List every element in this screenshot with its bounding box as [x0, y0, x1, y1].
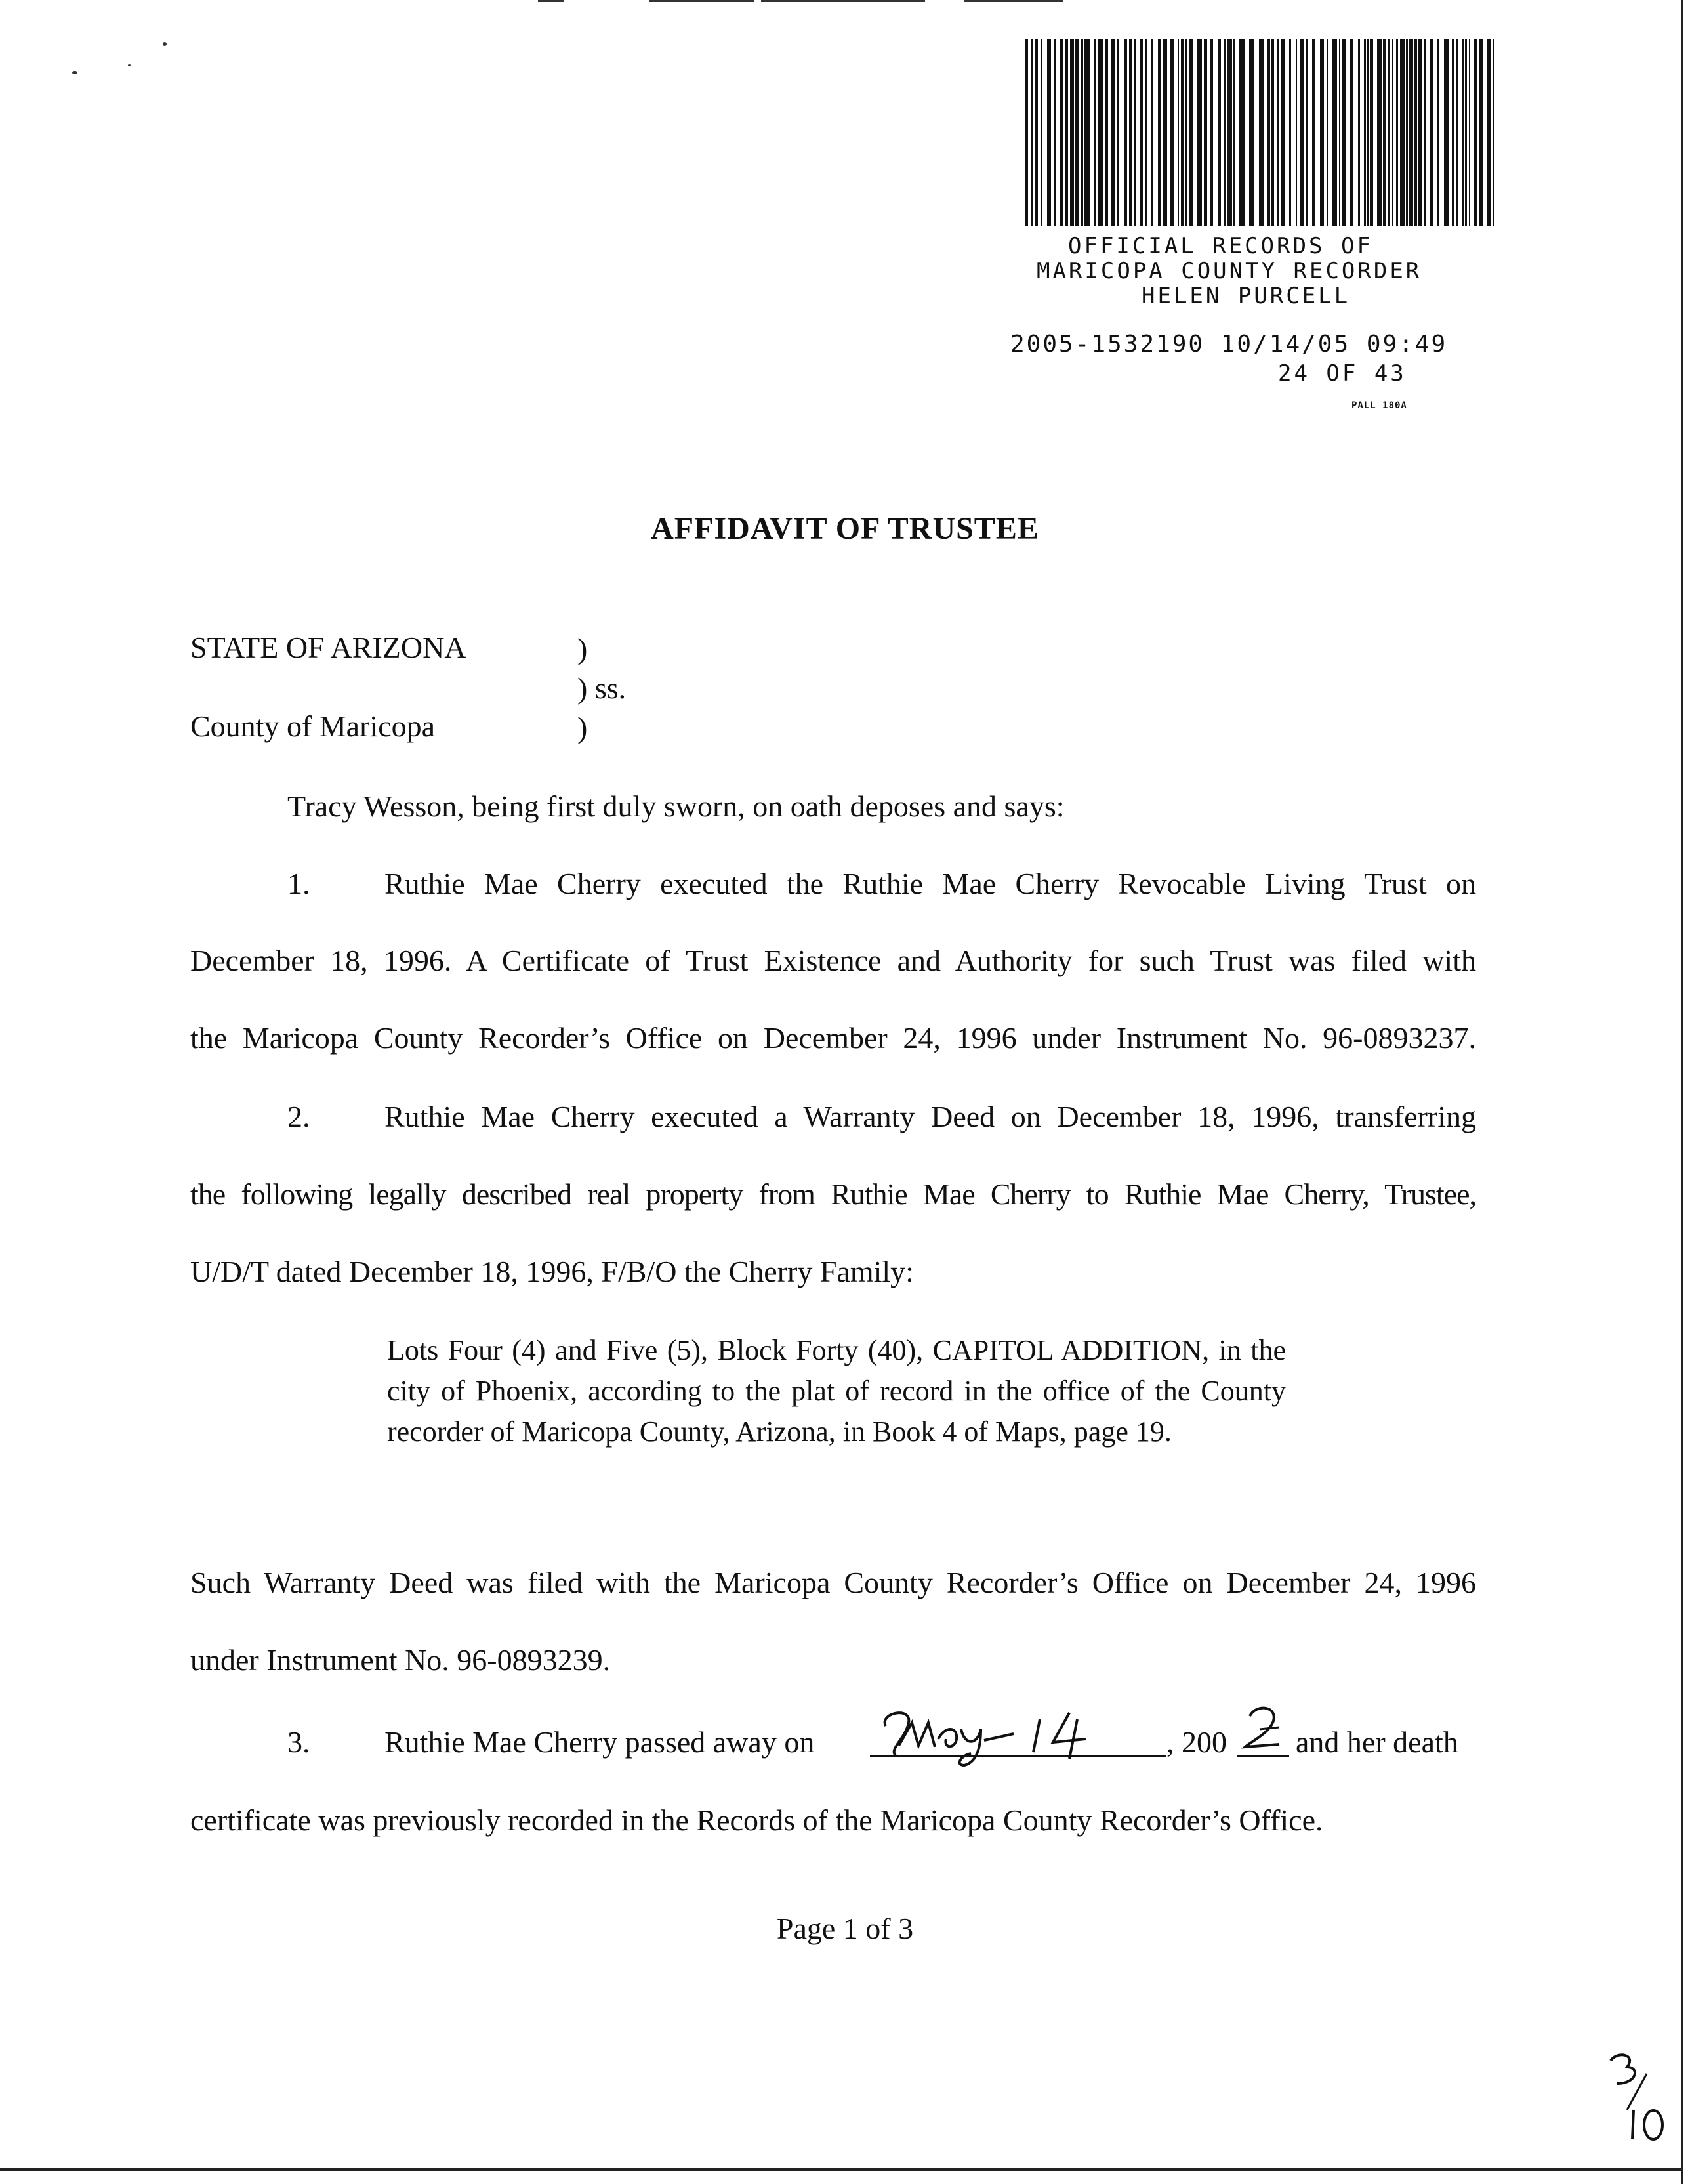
handwritten-death-date [873, 1700, 1168, 1772]
barcode-bar [1054, 39, 1056, 226]
page-number: Page 1 of 3 [776, 1912, 914, 1945]
barcode-bar [1041, 39, 1042, 226]
barcode-bar [1430, 39, 1433, 226]
scan-speck [72, 71, 77, 74]
stamp-page-count: 24 OF 43 [1278, 360, 1407, 387]
barcode [1025, 39, 1496, 226]
barcode-bar [1025, 39, 1028, 226]
barcode-bar [1105, 39, 1108, 226]
barcode-bar [1306, 39, 1308, 226]
barcode-bar [1320, 39, 1324, 226]
barcode-bar [1233, 39, 1235, 226]
barcode-bar [1178, 39, 1179, 226]
para2-filed-line1: Such Warranty Deed was filed with the Maricopa County Recorder’s Office on December 24, 1996 [190, 1566, 1476, 1599]
venue-state: STATE OF ARIZONA [190, 631, 466, 664]
barcode-bar [1163, 39, 1167, 226]
barcode-bar [1224, 39, 1226, 226]
stamp-code: PALL 180A [1351, 400, 1407, 411]
barcode-bar [1281, 39, 1285, 226]
para3-line2: certificate was previously recorded in the Records of the Maricopa County Recorder’s Office. [190, 1803, 1323, 1837]
para2-line2: the following legally described real property from Ruthie Mae Cherry to Ruthie Mae Cherry, Trustee, [190, 1177, 1476, 1211]
barcode-bar [1277, 39, 1279, 226]
barcode-bar [1158, 39, 1161, 226]
scan-speck [163, 42, 167, 46]
stamp-line-recorder-name: HELEN PURCELL [1142, 283, 1351, 309]
page-edge-bottom [0, 2168, 1683, 2171]
barcode-bar [1462, 39, 1464, 226]
barcode-bar [1409, 39, 1413, 226]
barcode-bar [1081, 39, 1083, 226]
barcode-bar [1129, 39, 1132, 226]
barcode-bar [1271, 39, 1274, 226]
para2-line1: Ruthie Mae Cherry executed a Warranty Deed on December 18, 1996, transferring [384, 1100, 1476, 1133]
barcode-bar [1289, 39, 1291, 226]
para3-number: 3. [287, 1725, 310, 1759]
barcode-bar [1047, 39, 1051, 226]
para2-number: 2. [287, 1100, 310, 1133]
barcode-bar [1388, 39, 1390, 226]
barcode-bar [1296, 39, 1297, 226]
barcode-bar [1444, 39, 1449, 226]
barcode-bar [1383, 39, 1386, 226]
barcode-bar [1300, 39, 1304, 226]
document-title: AFFIDAVIT OF TRUSTEE [651, 511, 1039, 546]
barcode-bar [1111, 39, 1115, 226]
barcode-bar [1342, 39, 1346, 226]
barcode-bar [1414, 39, 1417, 226]
handwritten-page-fraction [1601, 2048, 1673, 2146]
barcode-bar [1145, 39, 1147, 226]
para1-number: 1. [287, 867, 310, 900]
barcode-bar [1350, 39, 1353, 226]
handwritten-date-signature [873, 1700, 1168, 1772]
barcode-bar [1140, 39, 1143, 226]
barcode-bar [1370, 39, 1373, 226]
barcode-bar [1400, 39, 1405, 226]
stamp-line-official-records: OFFICIAL RECORDS OF [1068, 233, 1373, 259]
scan-speck [128, 64, 131, 66]
barcode-bar [1312, 39, 1315, 226]
barcode-bar [1189, 39, 1193, 226]
barcode-bar [1098, 39, 1103, 226]
barcode-bar [1259, 39, 1264, 226]
barcode-bar [1185, 39, 1187, 226]
barcode-bar [1227, 39, 1232, 226]
para3-text-after: and her death [1296, 1725, 1458, 1759]
barcode-bar [1181, 39, 1184, 226]
barcode-bar [1070, 39, 1074, 226]
barcode-bar [1493, 39, 1494, 226]
handwritten-death-year [1233, 1700, 1292, 1752]
para2-filed-line2: under Instrument No. 96-0893239. [190, 1643, 611, 1677]
barcode-bar [1117, 39, 1119, 226]
barcode-bar [1406, 39, 1408, 226]
barcode-bar [1094, 39, 1096, 226]
barcode-bar [1465, 39, 1467, 226]
barcode-bar [1134, 39, 1136, 226]
barcode-bar [1474, 39, 1477, 226]
barcode-bar [1364, 39, 1366, 226]
legal-description: Lots Four (4) and Five (5), Block Forty (40), CAPITOL ADDITION, in the city of Phoenix, according to the plat of record in the office of the County recorder of Maricopa County, Arizona, in Book 4 of Maps, page 19. [387, 1334, 1286, 1448]
barcode-bar [1035, 39, 1038, 226]
barcode-bar [1332, 39, 1337, 226]
barcode-bar [1065, 39, 1068, 226]
stamp-record-number: 2005-1532190 10/14/05 09:49 [1010, 331, 1448, 358]
page-edge-right [1681, 0, 1683, 2184]
para2-line3: U/D/T dated December 18, 1996, F/B/O the Cherry Family: [190, 1255, 914, 1288]
venue-paren-bottom: ) [577, 711, 588, 744]
barcode-bar [1339, 39, 1340, 226]
barcode-bar [1170, 39, 1174, 226]
venue-paren-ss: ) ss. [577, 671, 627, 705]
barcode-bar [1060, 39, 1063, 226]
barcode-bar [1452, 39, 1454, 226]
barcode-bar [1239, 39, 1245, 226]
barcode-bar [1377, 39, 1382, 226]
intro-statement: Tracy Wesson, being first duly sworn, on oath deposes and says: [287, 789, 1065, 823]
barcode-bar [1031, 39, 1033, 226]
barcode-bar [1218, 39, 1221, 226]
barcode-bar [1358, 39, 1360, 226]
barcode-bar [1487, 39, 1491, 226]
barcode-bar [1204, 39, 1207, 226]
venue-paren-top: ) [577, 632, 588, 665]
handwritten-year-digit [1233, 1700, 1292, 1752]
barcode-bar [1075, 39, 1079, 226]
barcode-bar [1151, 39, 1153, 226]
venue-county: County of Maricopa [190, 709, 436, 743]
barcode-bar [1479, 39, 1483, 226]
barcode-bar [1124, 39, 1127, 226]
barcode-bar [1469, 39, 1470, 226]
barcode-bar [1267, 39, 1270, 226]
barcode-bar [1327, 39, 1328, 226]
para3-text-before: Ruthie Mae Cherry passed away on [384, 1725, 815, 1759]
para1-line2: December 18, 1996. A Certificate of Trust Existence and Authority for such Trust was filed with [190, 944, 1476, 977]
para1-line1: Ruthie Mae Cherry executed the Ruthie Mae Cherry Revocable Living Trust on [384, 867, 1476, 900]
para1-line3: the Maricopa County Recorder’s Office on December 24, 1996 under Instrument No. 96-0893237. [190, 1021, 1476, 1055]
para3-year-prefix: , 200 [1166, 1725, 1227, 1759]
barcode-bar [1197, 39, 1202, 226]
barcode-bar [1392, 39, 1393, 226]
barcode-bar [1396, 39, 1398, 226]
recorder-stamp [1010, 33, 1509, 427]
barcode-bar [1249, 39, 1254, 226]
barcode-bar [1424, 39, 1426, 226]
barcode-bar [1210, 39, 1213, 226]
barcode-bar [1456, 39, 1458, 226]
barcode-bar [1437, 39, 1439, 226]
barcode-bar [1084, 39, 1090, 226]
corner-handwritten-note [1601, 2048, 1673, 2146]
barcode-bar [1367, 39, 1369, 226]
stamp-line-county-recorder: MARICOPA COUNTY RECORDER [1037, 258, 1422, 284]
barcode-bar [1418, 39, 1422, 226]
